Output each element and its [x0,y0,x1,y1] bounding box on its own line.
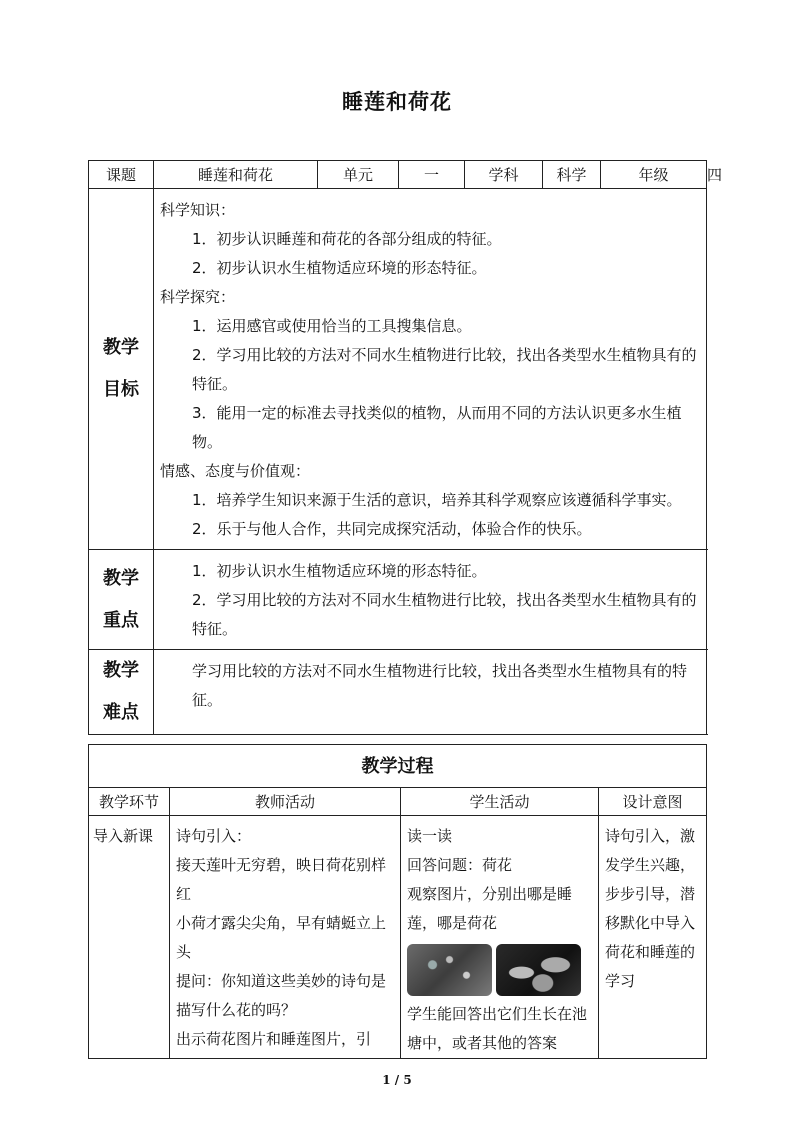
goals-label-line-1: 教学 [103,337,139,358]
subject-label: 学科 [465,161,543,189]
difficulties-label-line-2: 难点 [103,702,139,723]
water-lily-photo [496,944,581,996]
goals-content [154,189,707,550]
key-points-label [89,550,154,650]
student-lines-top [407,822,592,938]
process-title: 教学过程 [89,745,707,788]
text-line: 观察图片，分别出哪是睡莲，哪是荷花 [407,885,573,932]
intent-lines [605,822,700,996]
header-teacher: 教师活动 [170,788,401,816]
stage-text: 导入新课 [93,827,154,845]
key-points-row [89,550,707,650]
text-line: 学习用比较的方法对不同水生植物进行比较，找出各类型水生植物具有的特征。 [192,662,688,709]
text-line: 2．初步认识水生植物适应环境的形态特征。 [192,259,487,277]
text-line: 1．培养学生知识来源于生活的意识，培养其科学观察应该遵循科学事实。 [192,491,682,509]
difficulties-label [89,650,154,735]
info-row: 课题 睡莲和荷花 单元 一 学科 科学 年级 四 [89,161,707,189]
text-line: 1．运用感官或使用恰当的工具搜集信息。 [192,317,472,335]
student-lines-bottom [407,1000,592,1058]
text-line: 1．初步认识睡莲和荷花的各部分组成的特征。 [192,230,502,248]
difficulties-content [154,650,707,735]
stage-cell [89,816,170,1059]
photo-row [407,944,592,996]
text-line: 2．学习用比较的方法对不同水生植物进行比较，找出各类型水生植物具有的特征。 [192,591,697,638]
lesson-info-table [88,160,723,735]
key-points-lines [160,557,700,644]
text-line: 科学知识： [160,201,236,219]
intent-cell [599,816,707,1059]
text-line: 提问：你知道这些美妙的诗句是描写什么花的吗？ [176,972,387,1019]
key-points-label-line-1: 教学 [103,567,139,589]
difficulties-lines [160,657,700,715]
text-line: 读一读 [407,827,453,845]
text-line: 科学探究： [160,288,236,306]
teacher-lines [176,822,394,1054]
key-points-content [154,550,707,650]
text-line: 小荷才露尖尖角，早有蜻蜓立上头 [176,914,387,961]
text-line: 诗句引入： [176,827,252,845]
text-line: 3．能用一定的标准去寻找类似的植物，从而用不同的方法认识更多水生植物。 [192,404,682,451]
student-cell [401,816,599,1059]
header-intent: 设计意图 [599,788,707,816]
header-student: 学生活动 [401,788,599,816]
text-line: 接天莲叶无穷碧，映日荷花别样红 [176,856,387,903]
text-line: 学生能回答出它们生长在池塘中，或者其他的答案 [407,1005,588,1052]
grade-label: 年级 [601,161,707,189]
text-line: 2．乐于与他人合作，共同完成探究活动，体验合作的快乐。 [192,520,592,538]
goals-lines [160,196,700,544]
process-header-row [89,788,707,816]
page-title: 睡莲和荷花 [342,89,452,114]
goals-label-line-2: 目标 [103,379,139,400]
unit-label: 单元 [318,161,399,189]
page-number: 1 / 5 [382,1073,412,1087]
course-label: 课题 [89,161,154,189]
goals-row [89,189,707,550]
process-row [89,816,707,1059]
text-line: 1．初步认识水生植物适应环境的形态特征。 [192,562,487,580]
process-table [88,744,707,1059]
goals-label [89,189,154,550]
subject-value: 科学 [543,161,601,189]
header-stage: 教学环节 [89,788,170,816]
text-line: 2．学习用比较的方法对不同水生植物进行比较，找出各类型水生植物具有的特征。 [192,346,697,393]
text-line: 回答问题：荷花 [407,856,513,874]
text-line: 诗句引入，激发学生兴趣，步步引导，潜移默化中导入荷花和睡莲的学习 [605,827,696,990]
difficulties-label-line-1: 教学 [103,660,139,681]
unit-value: 一 [399,161,465,189]
text-line: 出示荷花图片和睡莲图片，引 [176,1030,372,1048]
teacher-cell [170,816,401,1059]
key-points-label-line-2: 重点 [103,609,139,631]
course-value: 睡莲和荷花 [154,161,318,189]
text-line: 情感、态度与价值观： [160,462,311,480]
lotus-photo [407,944,492,996]
difficulties-row [89,650,707,735]
